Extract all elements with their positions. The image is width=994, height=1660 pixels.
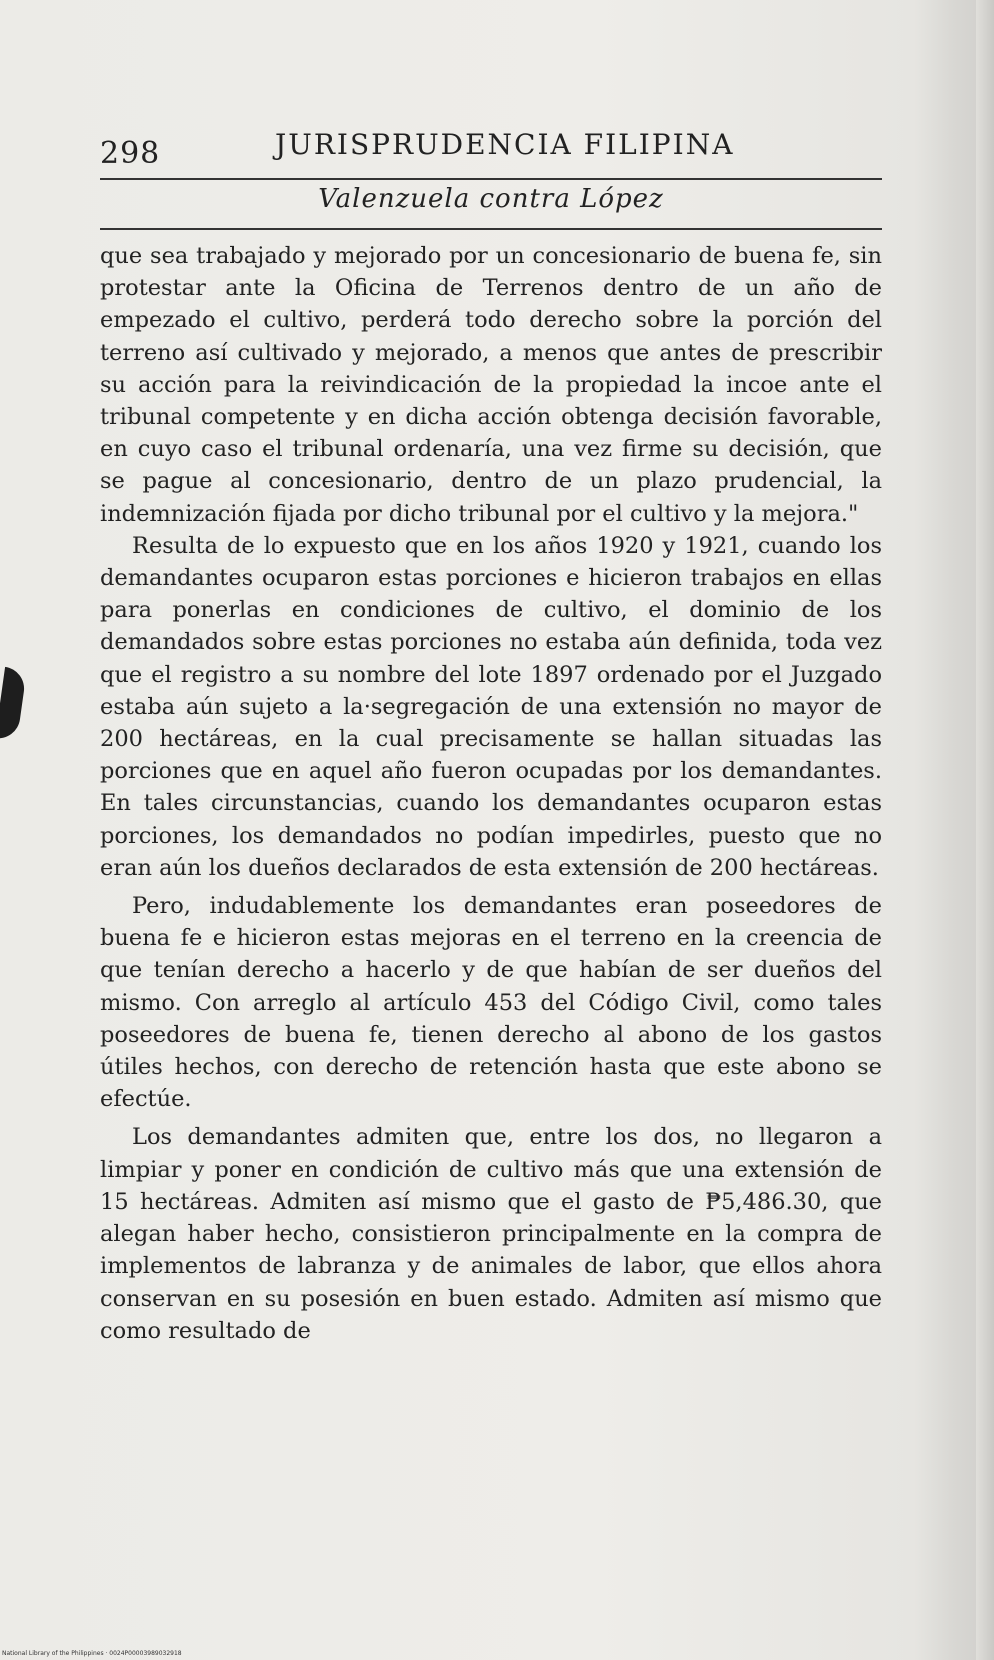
case-title: Valenzuela contra López — [318, 184, 664, 214]
paragraph: Pero, indudablemente los demandantes eran poseedores de buena fe e hicieron estas mejoras en el terreno en la creencia de que tenían derecho a hacerlo y de que habían de ser dueños del mismo. Con arreglo al artículo 453 del Código Civil, como tales poseedores de buena fe, tienen derecho al abono de los gastos útiles hechos, con derecho de retención hasta que este abono se efectúe. — [100, 893, 882, 1113]
running-title: JURISPRUDENCIA FILIPINA — [275, 128, 735, 161]
page-header — [100, 128, 882, 171]
body-text — [100, 240, 882, 1347]
scan-credit: National Library of the Philippines · 0024P00003989032918 — [2, 1650, 182, 1657]
paragraph: Resulta de lo expuesto que en los años 1920 y 1921, cuando los demandantes ocuparon estas porciones e hicieron trabajos en ellas para ponerlas en condiciones de cultivo, el dominio de los demandados sobre estas porciones no estaba aún definida, toda vez que el registro a su nombre del lote 1897 ordenado por el Juzgado estaba aún sujeto a la·segregación de una extensión no mayor de 200 hectáreas, en la cual precisamente se hallan situadas las porciones que en aquel año fueron ocupadas por los demandantes. En tales circunstancias, cuando los demandantes ocuparon estas porciones, los demandados no podían impedirles, puesto que no eran aún los dueños declarados de esta extensión de 200 hectáreas. — [100, 532, 882, 881]
header-rule-top — [100, 178, 882, 180]
paragraph-continuation: que sea trabajado y mejorado por un concesionario de buena fe, sin protestar ante la Oficina de Terrenos dentro de un año de empezado el cultivo, perderá todo derecho sobre la porción del terreno así cultivado y mejorado, a menos que antes de prescribir su acción para la reivindicación de la propiedad la incoe ante el tribunal competente y en dicha acción obtenga decisión favorable, en cuyo caso el tribunal ordenaría, una vez firme su decisión, que se pague al concesionario, dentro de un plazo prudencial, la indemnización fijada por dicho tribunal por el cultivo y la mejora." — [100, 243, 882, 527]
page-edge-shadow — [976, 0, 994, 1660]
header-rule-bottom — [100, 228, 882, 230]
scan-thumb-mark — [0, 667, 27, 741]
page-number: 298 — [100, 136, 161, 171]
paragraph: Los demandantes admiten que, entre los dos, no llegaron a limpiar y poner en condición de cultivo más que una extensión de 15 hectáreas. Admiten así mismo que el gasto de ₱5,486.30, que alegan haber hecho, consistieron principalmente en la compra de implementos de labranza y de animales de labor, que ellos ahora conservan en su posesión en buen estado. Admiten así mismo que como resultado de — [100, 1124, 882, 1344]
